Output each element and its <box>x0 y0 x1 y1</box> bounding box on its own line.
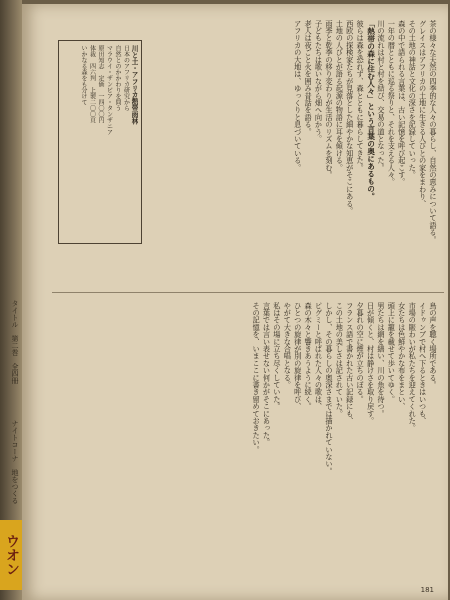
article-line: やがて大きな合唱となる。 <box>283 302 293 389</box>
magazine-page <box>22 4 448 600</box>
book-info-title: 川と土・アフリカ熱帯雨林 <box>130 45 138 125</box>
article-line: 子どもたちは歌いながら畑へ向かう。 <box>314 20 324 143</box>
article-line: アフリカの大地は、ゆっくりと息づいている。 <box>293 20 303 172</box>
article-column-bottom <box>52 302 438 580</box>
article-line: 西欧の探検家たちが見落とした細やかな知恵がそこにある。 <box>345 20 355 215</box>
article-line: 言葉では言い表せない何かがそこにあった。 <box>262 302 272 446</box>
edge-logo: ウオン <box>0 520 22 590</box>
book-info-line: マラウイ・ザンビア・タンザニア <box>105 45 113 135</box>
article-column-top <box>148 20 438 282</box>
book-info-box <box>58 40 142 244</box>
article-line: イドゥンブで村へ下るときはいつも、 <box>418 302 428 425</box>
book-info-line: 体裁 四六判 上製二〇〇頁 <box>88 45 96 123</box>
article-line: 森の中で語られる言葉は、古い記憶を呼び起こす。 <box>397 20 407 186</box>
article-line: ひとつの旋律が別の旋律を呼び、 <box>293 302 303 410</box>
article-line: 彼らは森を恐れず、森とともに暮らしてきた。 <box>356 20 366 172</box>
column-divider <box>52 292 444 293</box>
article-line: 森の木々と響きあうように続く。 <box>304 302 314 410</box>
book-info-line: 日本のアフリカ研究から <box>122 45 130 111</box>
article-line: 夕暮れの空に煙が立ちのぼる。 <box>356 302 366 403</box>
edge-text-1: タイトル 第二巻 全四冊 <box>11 300 19 384</box>
article-line: グレイスはアフリカの土地に生きる人びとの家をまわり、 <box>418 20 428 208</box>
article-line: 市場の賑わいが私たちを迎えてくれた。 <box>408 302 418 432</box>
book-info-line: いかなる森をも分けて <box>80 45 87 105</box>
article-line: 土地の人びとが語る起源の物語に耳を傾ける。 <box>335 20 345 172</box>
article-line-quote: 「熱帯の森に住む人々」という言葉の奥にあるもの。 <box>366 20 376 200</box>
article-line: ピグミーと呼ばれた人々の歌は、 <box>314 302 324 410</box>
book-info-text <box>60 45 138 239</box>
book-info-line: 原田知志 定価 一四〇〇円 <box>97 45 104 123</box>
article-line: 鳥の声を聴く場所である。 <box>429 302 438 389</box>
article-line: 老人は夜ごと火を囲み昔話を語る。 <box>304 20 314 136</box>
article-line: 男たちは網を繕い、川の魚を待つ。 <box>376 302 386 418</box>
book-info-line: 自然とのかかわりを問う <box>114 45 121 111</box>
article-line: 雨季と乾季の移り変わりが生活のリズムを刻む。 <box>324 20 334 179</box>
article-line: 私はその場に立ち尽くしていた。 <box>272 302 282 410</box>
article-line: 茶の様々な天然の四季的な人々の暮らし、自然の恵みについて語る。 <box>429 20 438 244</box>
article-line: 頭上に籠を載せて歩いてゆく。 <box>387 302 397 403</box>
gutter-strip <box>0 0 22 600</box>
article-line: 一年の暦とともに巡る祭りと、それを支える人々。 <box>387 20 397 186</box>
article-line: フランス語で書かれた古い記録にも、 <box>345 302 355 425</box>
article-line: しかし、その暮らしの奥深さまでは描かれていない。 <box>324 302 334 475</box>
article-line: その記憶を、いまここに書き留めておきたい。 <box>252 302 262 454</box>
edge-text-2: ナイトコーナ 地をつくる <box>11 420 19 504</box>
article-line: 女たちは色鮮やかな布をまとい、 <box>397 302 407 410</box>
article-line: この土地の美しさは記されていた。 <box>335 302 345 418</box>
article-line: その土地の神話と文化の深さを記録していった。 <box>408 20 418 179</box>
article-line: 川の流れは村と村を結び、交易の道となった。 <box>376 20 386 172</box>
article-line: 日が傾くと、村は静けさを取り戻す。 <box>366 302 376 425</box>
page-number: 181 <box>420 586 434 594</box>
